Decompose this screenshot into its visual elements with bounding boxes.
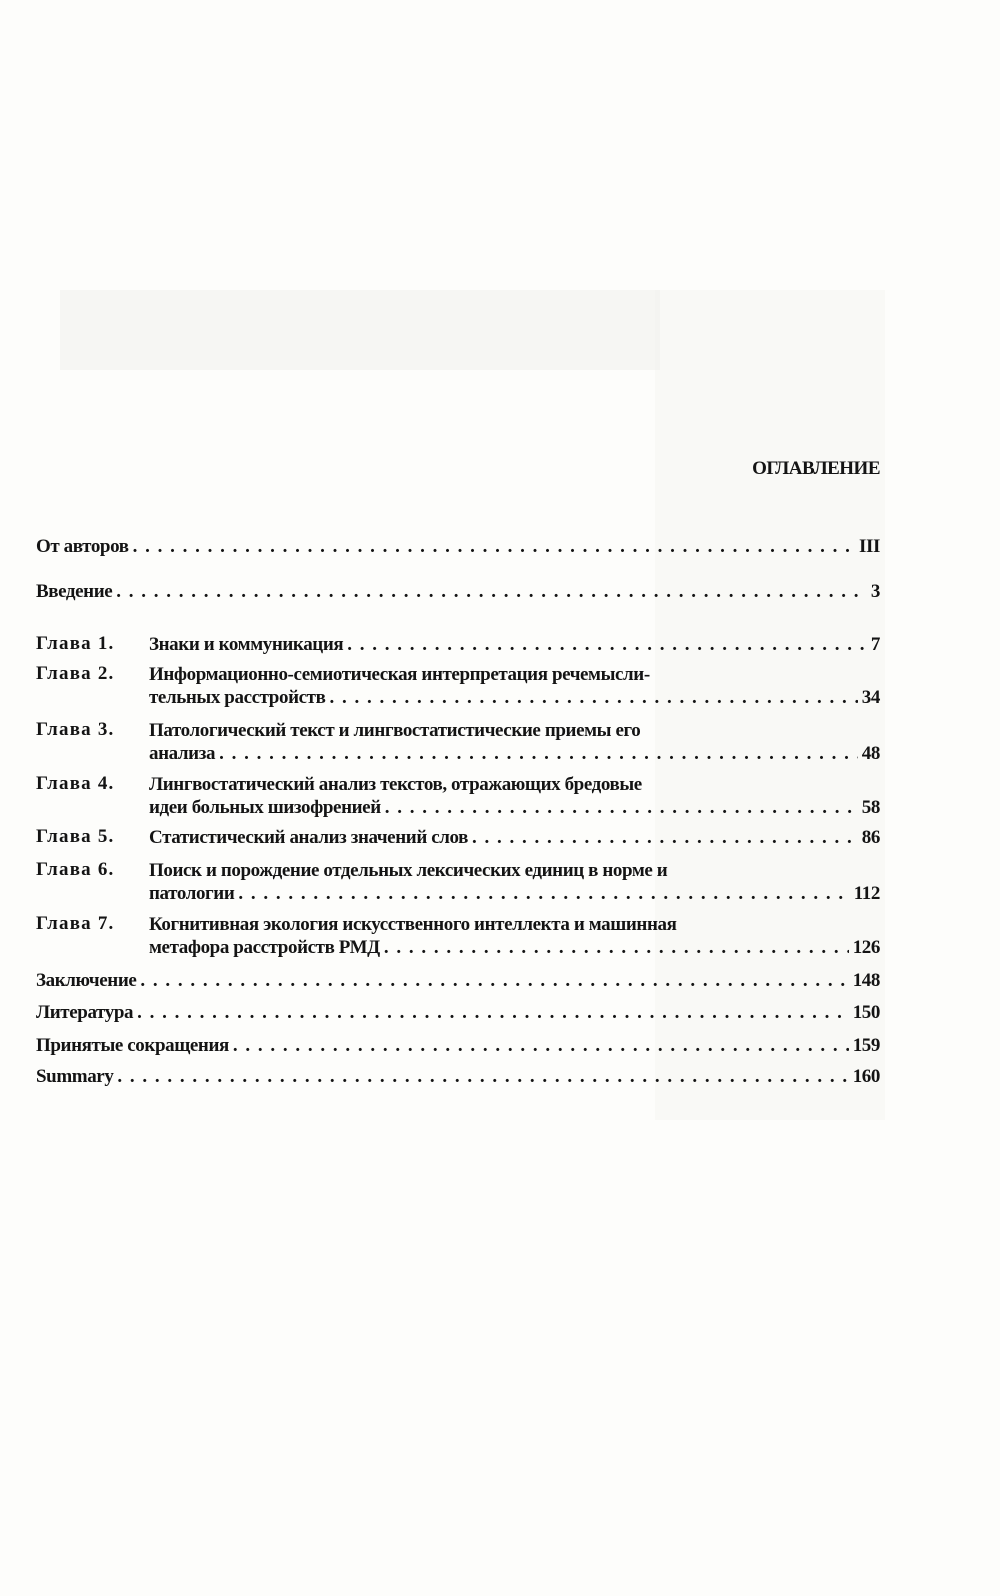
page-number: 160: [852, 1066, 880, 1087]
dot-leader: [384, 936, 849, 959]
show-through-block: [60, 290, 660, 370]
entry-title: Знаки и коммуникация: [149, 634, 344, 655]
page-number: III: [859, 536, 880, 557]
entry-title: метафора расстройств РМД: [149, 937, 380, 958]
dot-leader: [233, 1034, 849, 1057]
page-number: 34: [861, 687, 880, 708]
dot-leader: [133, 535, 855, 558]
dot-leader: [385, 796, 858, 819]
chapter-label: Глава 7.: [36, 913, 115, 934]
dot-leader: [219, 742, 858, 765]
page-number: 48: [861, 743, 880, 764]
page-number: 150: [852, 1002, 880, 1023]
toc-heading: ОГЛАВЛЕНИЕ: [752, 458, 880, 479]
entry-title: Поиск и порождение отдельных лексических единиц в норме и: [149, 860, 668, 881]
dot-leader: [137, 1001, 849, 1024]
entry-title: Принятые сокращения: [36, 1035, 229, 1056]
dot-leader: [347, 633, 867, 656]
entry-title: Литература: [36, 1002, 134, 1023]
entry-title: патологии: [149, 883, 235, 904]
entry-title: Summary: [36, 1066, 114, 1087]
entry-title: тельных расстройств: [149, 687, 326, 708]
page-number: 86: [861, 827, 880, 848]
chapter-label: Глава 3.: [36, 719, 115, 740]
page-number: 58: [861, 797, 880, 818]
dot-leader: [472, 826, 858, 849]
entry-title: анализа: [149, 743, 216, 764]
page-number: 112: [853, 883, 880, 904]
entry-title: Статистический анализ значений слов: [149, 827, 468, 848]
entry-title: Лингвостатический анализ текстов, отражающих бредовые: [149, 774, 642, 795]
page-number: 159: [852, 1035, 880, 1056]
page-number: 148: [852, 970, 880, 991]
entry-title: Заключение: [36, 970, 137, 991]
dot-leader: [329, 686, 857, 709]
dot-leader: [116, 580, 867, 603]
chapter-label: Глава 4.: [36, 773, 115, 794]
entry-title: От авторов: [36, 536, 129, 557]
page-number: 126: [852, 937, 880, 958]
chapter-label: Глава 6.: [36, 859, 115, 880]
chapter-label: Глава 5.: [36, 826, 115, 847]
entry-title: Когнитивная экология искусственного интеллекта и машинная: [149, 914, 677, 935]
dot-leader: [238, 882, 849, 905]
page-number: 3: [870, 581, 880, 602]
chapter-label: Глава 1.: [36, 633, 115, 654]
entry-title: Введение: [36, 581, 113, 602]
entry-title: Патологический текст и лингвостатистические приемы его: [149, 720, 641, 741]
entry-title: Информационно-семиотическая интерпретация речемысли-: [149, 664, 650, 685]
dot-leader: [140, 969, 848, 992]
chapter-label: Глава 2.: [36, 663, 115, 684]
dot-leader: [117, 1065, 848, 1088]
entry-title: идеи больных шизофренией: [149, 797, 381, 818]
page-number: 7: [870, 634, 880, 655]
